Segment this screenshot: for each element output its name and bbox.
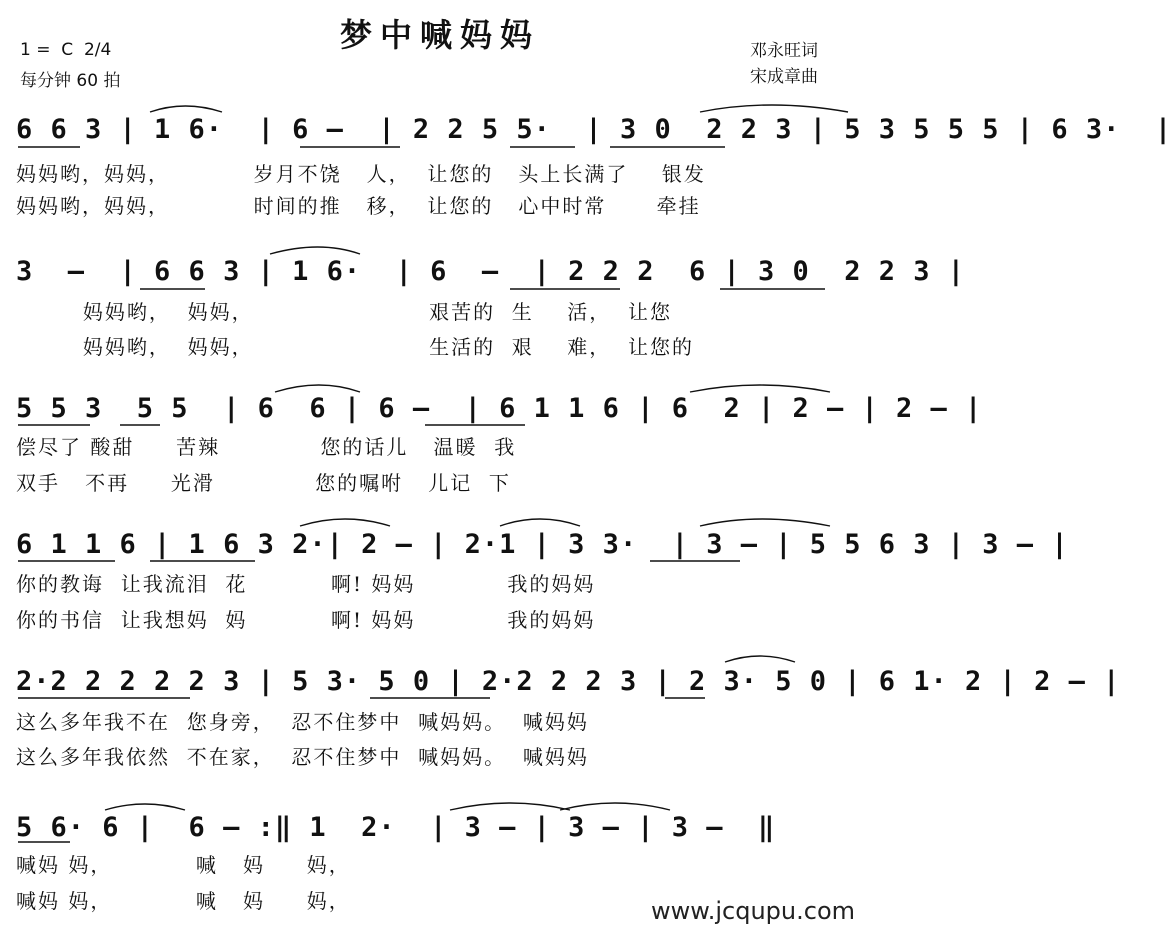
lyric-line-2a: 妈妈哟， 妈妈， 艰苦的 生 活， 让您 [16,300,672,324]
lyric-line-2b: 妈妈哟， 妈妈， 生活的 艰 难， 让您的 [16,335,694,359]
composer-credit: 宋成章曲 [750,67,818,87]
site-watermark: www.jcqupu.com [651,897,855,925]
tie-arc [270,247,360,254]
key-signature: 1 = C 2/4 [20,40,112,60]
lyric-line-3a: 偿尽了 酸甜 苦辣 您的话儿 温暖 我 [16,435,517,459]
lyric-line-1a: 妈妈哟，妈妈， 岁月不饶 人， 让您的 头上长满了 银发 [16,162,706,186]
tie-arc [725,656,795,662]
tie-arc [700,105,848,112]
tie-arc [275,385,360,392]
lyric-line-5a: 这么多年我不在 您身旁， 忍不住梦中 喊妈妈。 喊妈妈 [16,710,589,734]
tie-arc [300,519,390,526]
notation-line-2: 3 — | 6 6 3 | 1 6· | 6 — | 2 2 2 6 | 3 0 2 2 3 | [16,256,966,287]
tie-arc [105,804,185,810]
notation-line-1: 6 6 3 | 1 6· | 6 — | 2 2 5 5· | 3 0 2 2 3 | 5 3 5 5 5 | 6 3· | [16,114,1172,145]
lyric-line-6a: 喊妈 妈， 喊 妈 妈， [16,853,351,877]
lyric-line-5b: 这么多年我依然 不在家， 忍不住梦中 喊妈妈。 喊妈妈 [16,745,589,769]
lyric-line-3b: 双手 不再 光滑 您的嘱咐 儿记 下 [16,471,511,495]
tie-arc [560,803,670,810]
lyricist-credit: 邓永旺词 [750,41,818,61]
notation-line-5: 2·2 2 2 2 2 3 | 5 3· 5 0 | 2·2 2 2 3 | 2 3· 5 0 | 6 1· 2 | 2 — | [16,666,1121,697]
tie-arc [690,385,830,392]
tie-arc [150,106,222,112]
notation-line-3: 5 5 3 5 5 | 6 6 | 6 — | 6 1 1 6 | 6 2 | 2 — | 2 — | [16,393,983,424]
lyric-line-4b: 你的书信 让我想妈 妈 啊! 妈妈 我的妈妈 [16,608,596,632]
notation-line-6: 5 6· 6 | 6 — :‖ 1 2· | 3 — | 3 — | 3 — ‖ [16,812,776,843]
lyric-line-4a: 你的教诲 让我流泪 花 啊! 妈妈 我的妈妈 [16,572,596,596]
notation-line-4: 6 1 1 6 | 1 6 3 2·| 2 — | 2·1 | 3 3· | 3 — | 5 5 6 3 | 3 — | [16,529,1069,560]
tie-arc [450,803,570,810]
lyric-line-1b: 妈妈哟，妈妈， 时间的推 移， 让您的 心中时常 牵挂 [16,194,701,218]
tie-arc [700,519,830,526]
tie-arc [500,519,580,526]
lyric-line-6b: 喊妈 妈， 喊 妈 妈， [16,889,351,913]
tempo-marking: 每分钟 60 拍 [20,71,121,91]
song-title: 梦中喊妈妈 [339,16,540,54]
